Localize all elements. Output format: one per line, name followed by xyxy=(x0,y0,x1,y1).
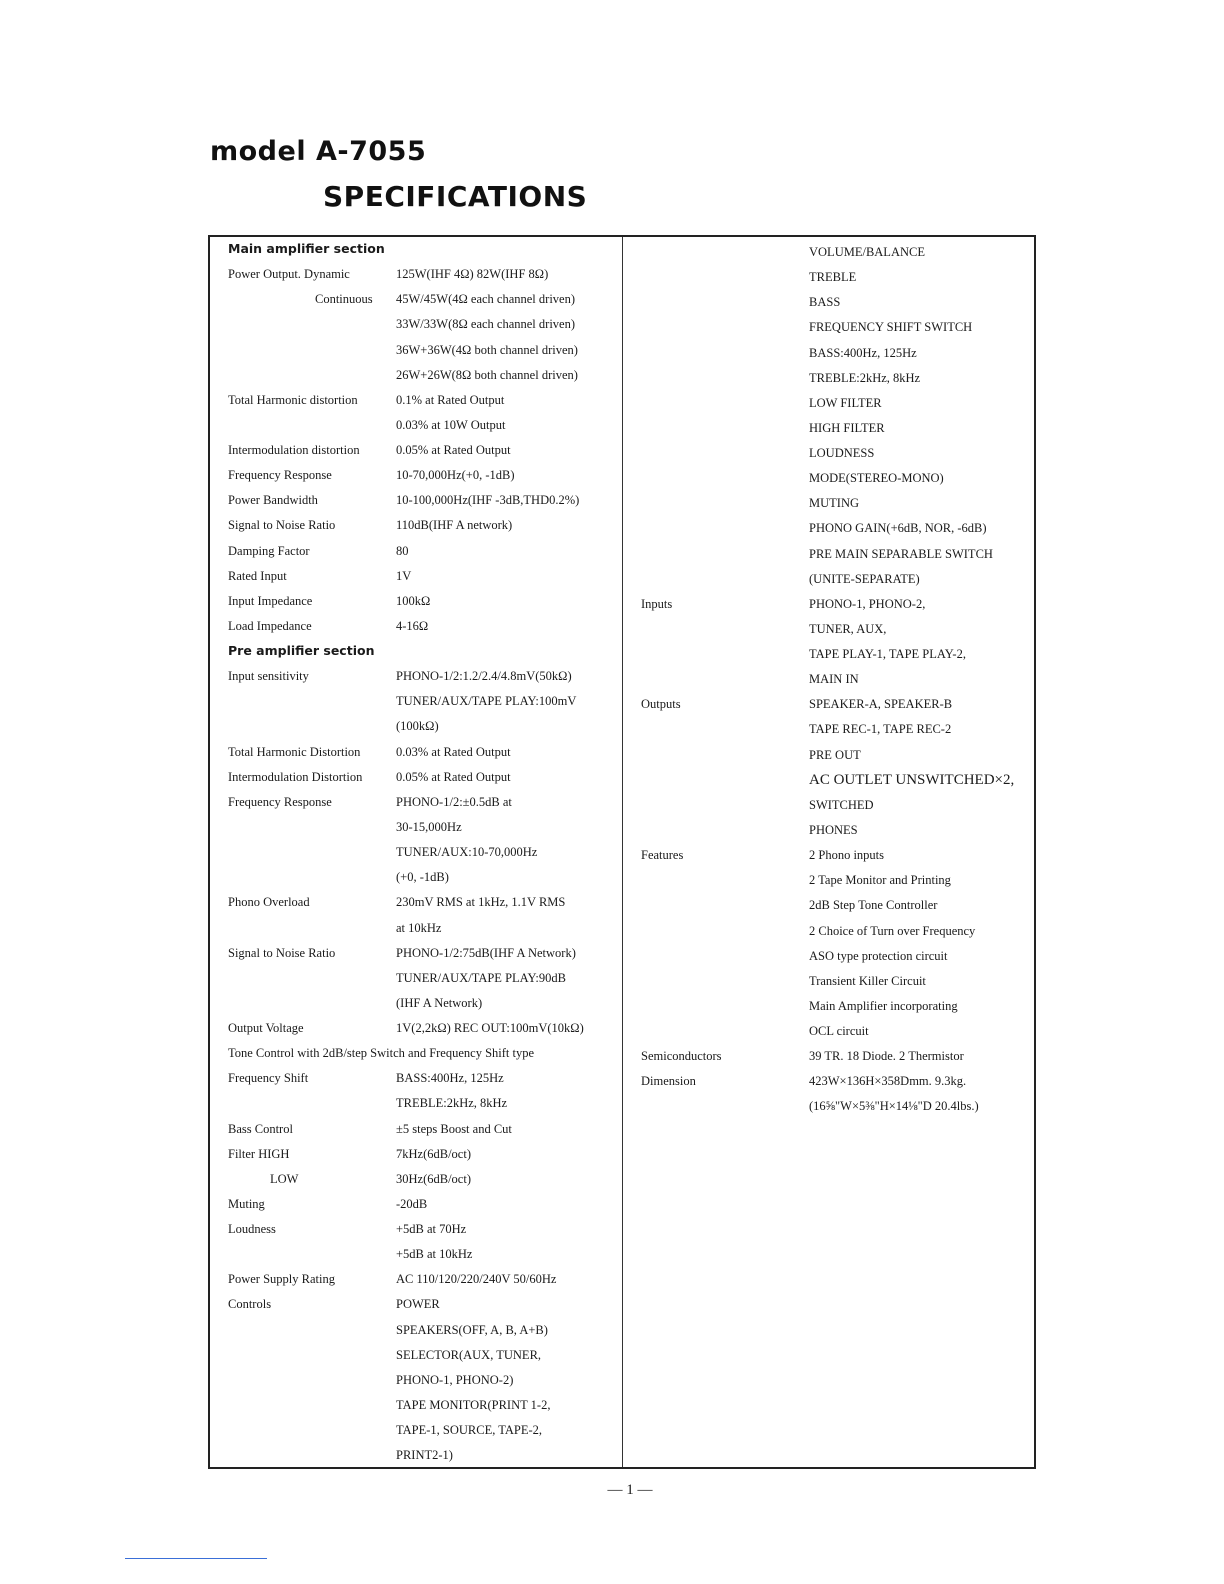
spec-value: 2 Choice of Turn over Frequency xyxy=(809,923,976,938)
spec-value: 230mV RMS at 1kHz, 1.1V RMS xyxy=(396,895,566,910)
spec-value: PHONO-1, PHONO-2) xyxy=(396,1372,514,1387)
spec-label: Intermodulation Distortion xyxy=(228,769,363,784)
spec-value: 10-100,000Hz(IHF -3dB,THD0.2%) xyxy=(396,493,580,508)
spec-value: 0.03% at Rated Output xyxy=(396,744,511,759)
page-number: — 1 — xyxy=(607,1482,653,1498)
spec-value: 2dB Step Tone Controller xyxy=(809,898,938,913)
spec-value: TAPE PLAY-1, TAPE PLAY-2, xyxy=(809,647,966,662)
spec-label: Muting xyxy=(228,1196,265,1211)
spec-label: Power Output. Dynamic xyxy=(228,267,350,282)
spec-value: PHONO-1, PHONO-2, xyxy=(809,596,926,611)
spec-value: PRE OUT xyxy=(809,747,861,762)
spec-value: LOW FILTER xyxy=(809,395,882,410)
spec-value: PHONES xyxy=(809,822,858,837)
spec-value: 110dB(IHF A network) xyxy=(396,518,513,533)
spec-label: Frequency Response xyxy=(228,794,332,809)
spec-label: Phono Overload xyxy=(228,895,310,910)
spec-value: 423W×136H×358Dmm. 9.3kg. xyxy=(809,1074,967,1089)
spec-value: ASO type protection circuit xyxy=(809,948,948,963)
spec-value: TAPE MONITOR(PRINT 1-2, xyxy=(396,1397,551,1412)
spec-label: Input Impedance xyxy=(228,593,313,608)
spec-value: HIGH FILTER xyxy=(809,420,885,435)
spec-value: TUNER/AUX/TAPE PLAY:100mV xyxy=(396,694,577,709)
spec-label: Power Supply Rating xyxy=(228,1272,335,1287)
spec-value: 0.1% at Rated Output xyxy=(396,392,505,407)
spec-label: Input sensitivity xyxy=(228,669,309,684)
spec-value: 100kΩ xyxy=(396,593,431,608)
spec-value: TAPE REC-1, TAPE REC-2 xyxy=(809,722,952,737)
spec-note: Tone Control with 2dB/step Switch and Frequency Shift type xyxy=(228,1046,535,1061)
spec-value: 1V(2,2kΩ) REC OUT:100mV(10kΩ) xyxy=(396,1021,584,1036)
spec-label: Load Impedance xyxy=(228,618,312,633)
spec-value: AC OUTLET UNSWITCHED×2, xyxy=(809,771,1015,788)
spec-label: Dimension xyxy=(641,1074,696,1089)
section-title: Main amplifier section xyxy=(228,241,385,256)
spec-value: Transient Killer Circuit xyxy=(809,973,926,988)
spec-value: Main Amplifier incorporating xyxy=(809,998,958,1013)
spec-value: 30-15,000Hz xyxy=(396,819,462,834)
spec-value: (IHF A Network) xyxy=(396,995,483,1010)
spec-value: BASS:400Hz, 125Hz xyxy=(396,1071,504,1086)
spec-value: (100kΩ) xyxy=(396,719,439,734)
spec-label: Semiconductors xyxy=(641,1049,722,1064)
spec-value: 45W/45W(4Ω each channel driven) xyxy=(396,292,576,307)
spec-label: Bass Control xyxy=(228,1121,293,1136)
spec-value: MUTING xyxy=(809,496,859,511)
spec-value: LOUDNESS xyxy=(809,446,875,461)
spec-value: MODE(STEREO-MONO) xyxy=(809,471,944,486)
spec-value: BASS xyxy=(809,295,841,310)
page-title-model: model A-7055 xyxy=(210,136,427,167)
spec-value: -20dB xyxy=(396,1196,428,1211)
spec-value: at 10kHz xyxy=(396,920,442,935)
spec-value: +5dB at 10kHz xyxy=(396,1247,473,1262)
spec-value: +5dB at 70Hz xyxy=(396,1222,467,1237)
spec-value: TAPE-1, SOURCE, TAPE-2, xyxy=(396,1423,543,1438)
spec-value: (UNITE-SEPARATE) xyxy=(809,571,920,586)
spec-label: Signal to Noise Ratio xyxy=(228,945,336,960)
spec-value: ±5 steps Boost and Cut xyxy=(396,1121,512,1136)
spec-value: PHONO GAIN(+6dB, NOR, -6dB) xyxy=(809,521,987,536)
spec-value: AC 110/120/220/240V 50/60Hz xyxy=(396,1272,557,1287)
spec-value: TUNER/AUX:10-70,000Hz xyxy=(396,845,538,860)
spec-value: SPEAKERS(OFF, A, B, A+B) xyxy=(396,1322,548,1337)
spec-label: Inputs xyxy=(641,596,673,611)
spec-value: (16⅝"W×5⅜"H×14⅛"D 20.4lbs.) xyxy=(809,1099,979,1114)
spec-label: Total Harmonic Distortion xyxy=(228,744,361,759)
page-title-specifications: SPECIFICATIONS xyxy=(323,180,588,213)
spec-value: 2 Tape Monitor and Printing xyxy=(809,873,951,888)
spec-value: PRINT2-1) xyxy=(396,1448,453,1463)
spec-value: 2 Phono inputs xyxy=(809,848,885,863)
section-title: Pre amplifier section xyxy=(228,643,375,659)
spec-value: TUNER, AUX, xyxy=(809,621,887,636)
spec-label: Total Harmonic distortion xyxy=(228,392,358,407)
spec-value: PRE MAIN SEPARABLE SWITCH xyxy=(809,546,993,561)
spec-value: TREBLE:2kHz, 8kHz xyxy=(396,1096,508,1111)
spec-value: SWITCHED xyxy=(809,797,874,812)
spec-value: POWER xyxy=(396,1297,440,1312)
spec-value: 125W(IHF 4Ω) 82W(IHF 8Ω) xyxy=(396,267,549,282)
spec-value: FREQUENCY SHIFT SWITCH xyxy=(809,320,973,335)
spec-value: TREBLE xyxy=(809,270,857,285)
spec-value: 80 xyxy=(396,543,409,558)
spec-value: 4-16Ω xyxy=(396,618,429,633)
spec-value: (+0, -1dB) xyxy=(396,870,449,885)
spec-label: Loudness xyxy=(228,1222,276,1237)
spec-value: SPEAKER-A, SPEAKER-B xyxy=(809,697,953,712)
spec-value: TREBLE:2kHz, 8kHz xyxy=(809,370,921,385)
footer-rule xyxy=(125,1558,267,1559)
spec-label: Intermodulation distortion xyxy=(228,443,360,458)
spec-label: LOW xyxy=(270,1171,299,1186)
spec-value: BASS:400Hz, 125Hz xyxy=(809,345,917,360)
spec-label: Controls xyxy=(228,1297,272,1312)
spec-value: PHONO-1/2:±0.5dB at xyxy=(396,794,512,809)
spec-label: Damping Factor xyxy=(228,543,310,558)
spec-value: 30Hz(6dB/oct) xyxy=(396,1171,471,1186)
spec-label: Signal to Noise Ratio xyxy=(228,518,336,533)
spec-value: TUNER/AUX/TAPE PLAY:90dB xyxy=(396,970,566,985)
spec-value: PHONO-1/2:1.2/2.4/4.8mV(50kΩ) xyxy=(396,669,572,684)
spec-label: Power Bandwidth xyxy=(228,493,318,508)
spec-value: 10-70,000Hz(+0, -1dB) xyxy=(396,468,515,483)
spec-label: Frequency Response xyxy=(228,468,332,483)
spec-value: 26W+26W(8Ω both channel driven) xyxy=(396,367,578,382)
spec-label: Filter HIGH xyxy=(228,1146,290,1161)
spec-label: Frequency Shift xyxy=(228,1071,309,1086)
spec-label: Output Voltage xyxy=(228,1021,304,1036)
spec-value: 36W+36W(4Ω both channel driven) xyxy=(396,342,578,357)
spec-value: 33W/33W(8Ω each channel driven) xyxy=(396,317,576,332)
spec-value: SELECTOR(AUX, TUNER, xyxy=(396,1347,542,1362)
spec-label: Continuous xyxy=(315,292,373,307)
spec-value: 39 TR. 18 Diode. 2 Thermistor xyxy=(809,1049,964,1064)
column-divider xyxy=(622,237,623,1467)
spec-value: 7kHz(6dB/oct) xyxy=(396,1146,471,1161)
spec-value: MAIN IN xyxy=(809,672,859,687)
spec-label: Features xyxy=(641,848,684,863)
spec-value: 0.03% at 10W Output xyxy=(396,417,506,432)
spec-value: 1V xyxy=(396,568,412,583)
spec-value: OCL circuit xyxy=(809,1024,869,1039)
spec-value: 0.05% at Rated Output xyxy=(396,443,511,458)
spec-label: Outputs xyxy=(641,697,681,712)
spec-value: PHONO-1/2:75dB(IHF A Network) xyxy=(396,945,576,960)
spec-label: Rated Input xyxy=(228,568,287,583)
spec-value: 0.05% at Rated Output xyxy=(396,769,511,784)
spec-value: VOLUME/BALANCE xyxy=(809,245,925,259)
